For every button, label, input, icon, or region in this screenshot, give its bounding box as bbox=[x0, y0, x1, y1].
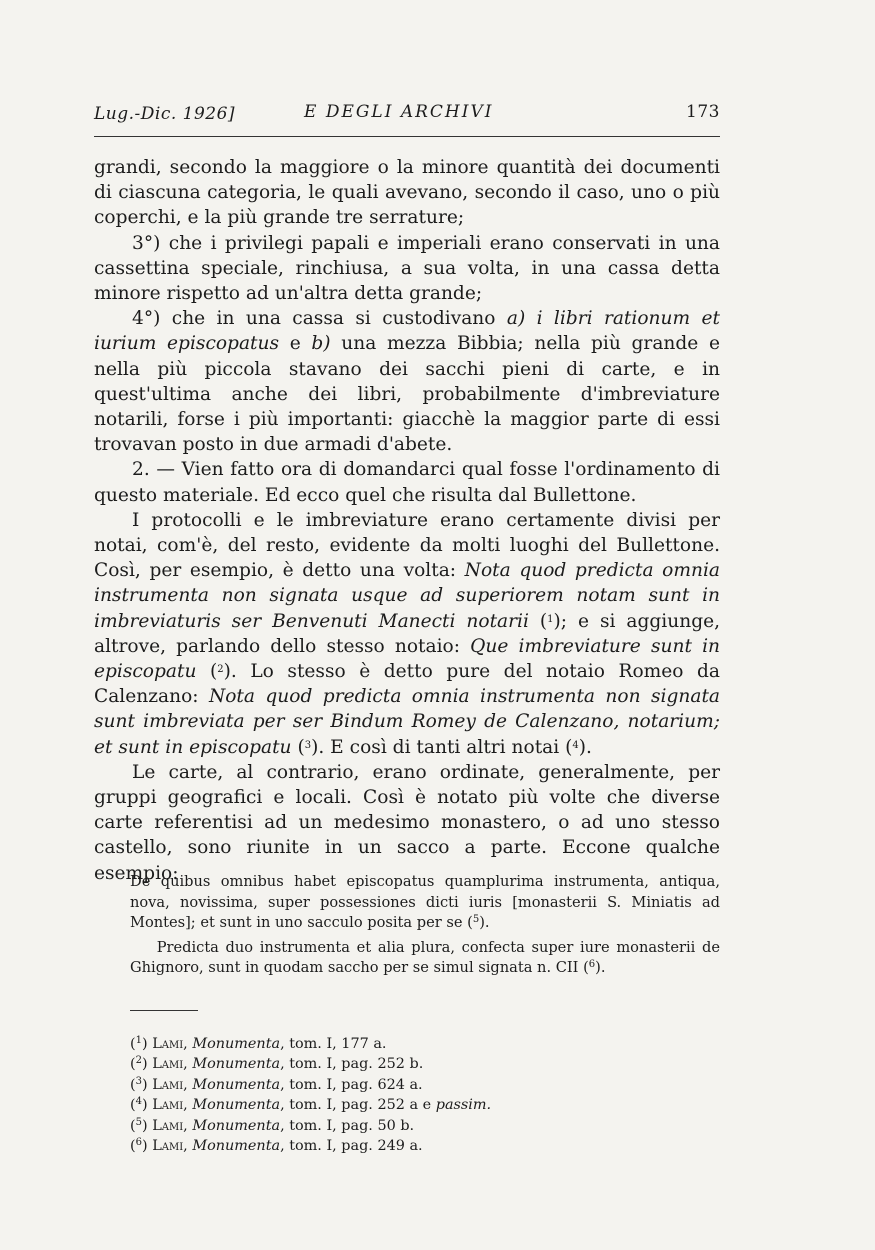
footnote-number: 5 bbox=[135, 1116, 142, 1128]
footnote-ref: , tom. I, pag. 249 a. bbox=[280, 1138, 423, 1155]
footnote-author: Lami bbox=[152, 1036, 184, 1052]
p3-text-c: una mezza Bibbia; nella più grande e nella più piccola stavano dei sacchi pieni di carte, e in quest'ultima anche dei libri, probabilmente d'imbreviature notarili, forse i più importanti: giacchè la maggior parte di essi trovavan posto in due armadi d'abete. bbox=[94, 333, 720, 456]
p3-text-a: 4°) che in una cassa si custodivano bbox=[132, 308, 507, 330]
paragraph-4: 2. — Vien fatto ora di domandarci qual fosse l'ordinamento di questo materiale. Ed ecco quel che risulta dal Bullettone. bbox=[94, 459, 720, 506]
footnote-ref-6[interactable]: 6 bbox=[588, 959, 596, 970]
footnote-author: Lami bbox=[152, 1097, 184, 1114]
footnote-number: 3 bbox=[135, 1075, 142, 1087]
quote-2: Predicta duo instrumenta et alia plura, confecta super iure monasterii de Ghignoro, sunt in quodam saccho per se simul signata n. CII ($^6$). bbox=[130, 938, 720, 976]
footnote-rule bbox=[130, 1010, 198, 1011]
page-number: 173 bbox=[686, 102, 720, 122]
footnote-work: Monumenta bbox=[192, 1117, 281, 1134]
footnote-author: Lami bbox=[152, 1076, 184, 1093]
p5-text-e: . bbox=[586, 736, 592, 758]
header-title: E DEGLI ARCHIVI bbox=[304, 102, 494, 122]
footnote-ref-4[interactable]: 4 bbox=[572, 739, 579, 751]
p3-text-b: e bbox=[279, 333, 312, 355]
footnote-author: Lami bbox=[152, 1056, 184, 1073]
footnote-work: Monumenta bbox=[192, 1036, 281, 1052]
footnote-author: Lami bbox=[152, 1117, 184, 1134]
running-header bbox=[94, 100, 720, 130]
block-quote bbox=[130, 872, 720, 979]
paragraph-2: 3°) che i privilegi papali e imperiali erano conservati in una cassettina speciale, rinchiusa, a sua volta, in una cassa detta minore rispetto ad un'altra detta grande; bbox=[94, 232, 720, 305]
quote-1-text: De quibus omnibus habet episcopatus quamplurima instrumenta, antiqua, nova, novissima, super possessiones dicti iuris [monasterii S. Miniatis ad Montes]; et sunt in uno sacculo posita per se bbox=[130, 873, 720, 931]
p3-italic-a: a) i libri rationum et iurium episcopatus bbox=[94, 308, 720, 355]
footnote-ref: , tom. I, pag. 252 a e bbox=[280, 1097, 436, 1114]
p5-text-b: ; e si aggiunge, altrove, parlando dello stesso notaio: bbox=[94, 610, 721, 657]
p5-quote-2: Que imbreviature sunt in episcopatu bbox=[94, 635, 720, 683]
p5-text-d: . E così di tanti altri notai bbox=[318, 736, 566, 758]
footnote-ref: , tom. I, pag. 624 a. bbox=[280, 1076, 423, 1093]
footnote: ($^1$) Lami, Monumenta, tom. I, 177 a. bbox=[130, 1035, 387, 1052]
p3-italic-b: b) bbox=[311, 333, 331, 355]
quote-2-text: Predicta duo instrumenta et alia plura, confecta super iure monasterii de Ghignoro, sunt in quodam saccho per se simul signata n. CII bbox=[130, 938, 720, 976]
footnote-ref-5[interactable]: 5 bbox=[472, 914, 480, 925]
footnote-extra: passim. bbox=[435, 1097, 492, 1114]
footnote-number: 1 bbox=[135, 1035, 142, 1046]
footnote: ($^5$) Lami, Monumenta, tom. I, pag. 50 b. bbox=[130, 1116, 415, 1134]
paragraph-1: grandi, secondo la maggiore o la minore quantità dei documenti di ciascuna categoria, le quali avevano, secondo il caso, uno o più coperchi, e la più grande tre serrature; bbox=[94, 157, 720, 229]
main-text bbox=[94, 155, 720, 886]
footnote: ($^2$) Lami, Monumenta, tom. I, pag. 252 b. bbox=[130, 1055, 424, 1073]
footnotes bbox=[130, 1034, 690, 1156]
footnote-ref: , tom. I, pag. 50 b. bbox=[280, 1117, 415, 1134]
p5-text-c: . Lo stesso è detto pure del notaio Romeo da Calenzano: bbox=[94, 661, 720, 708]
header-rule bbox=[94, 136, 720, 137]
footnote-work: Monumenta bbox=[192, 1056, 281, 1073]
quote-1: De quibus omnibus habet episcopatus quamplurima instrumenta, antiqua, nova, novissima, super possessiones dicti iuris [monasterii S. Miniatis ad Montes]; et sunt in uno sacculo posita per se ($^5$). bbox=[130, 873, 720, 931]
footnote-ref-2[interactable]: 2 bbox=[217, 664, 224, 676]
footnote-work: Monumenta bbox=[192, 1138, 281, 1155]
footnote: ($^6$) Lami, Monumenta, tom. I, pag. 249 a. bbox=[130, 1137, 423, 1155]
header-date: Lug.-Dic. 1926] bbox=[94, 104, 236, 124]
paragraph-5: I protocolli e le imbreviature erano certamente divisi per notai, com'è, del resto, evidente da molti luoghi del Bullettone. Così, per esempio, è detto una volta: Nota quod predicta omnia instrumenta non signata usque ad superiorem notam sunt in imbreviaturis ser Benvenuti Manecti notarii ($^1$); e si aggiunge, altrove, parlando dello stesso notaio: Que imbreviature sunt in episcopatu ($^2$). Lo stesso è detto pure del notaio Romeo da Calenzano: Nota quod predicta omnia instrumenta non signata sunt imbreviata per ser Bindum Romey de Calenzano, notarium; et sunt in episcopatu ($^3$). E così di tanti altri notai ($^4$). bbox=[94, 509, 721, 758]
footnote-ref: , tom. I, pag. 252 b. bbox=[280, 1056, 424, 1073]
footnote-work: Monumenta bbox=[192, 1076, 281, 1093]
footnote: ($^4$) Lami, Monumenta, tom. I, pag. 252 a e passim. bbox=[130, 1096, 492, 1114]
footnote-number: 6 bbox=[135, 1137, 142, 1149]
paragraph-6: Le carte, al contrario, erano ordinate, generalmente, per gruppi geografici e locali. Così è notato più volte che diverse carte referentisi ad un medesimo monastero, o ad uno stesso castello, sono riunite in un sacco a parte. Eccone qualche esempio: bbox=[94, 761, 720, 884]
footnote-work: Monumenta bbox=[192, 1097, 281, 1114]
footnote-ref-1[interactable]: 1 bbox=[547, 613, 554, 625]
footnote-ref-3[interactable]: 3 bbox=[304, 739, 312, 751]
footnote-ref: , tom. I, 177 a. bbox=[280, 1036, 387, 1052]
p5-text-a: I protocolli e le imbreviature erano certamente divisi per notai, com'è, del resto, evidente da molti luoghi del Bullettone. Così, per esempio, è detto una volta: bbox=[94, 509, 720, 582]
footnote-number: 2 bbox=[135, 1055, 142, 1067]
footnote-number: 4 bbox=[135, 1096, 142, 1108]
p5-quote-1: Nota quod predicta omnia instrumenta non signata usque ad superiorem notam sunt in imbreviaturis ser Benvenuti Manecti notarii bbox=[94, 560, 720, 632]
paragraph-3 bbox=[94, 306, 720, 457]
p5-quote-3: Nota quod predicta omnia instrumenta non signata sunt imbreviata per ser Bindum Romey de Calenzano, notarium; et sunt in episcopatu bbox=[94, 686, 720, 758]
footnote-author: Lami bbox=[152, 1138, 184, 1155]
footnote: ($^3$) Lami, Monumenta, tom. I, pag. 624 a. bbox=[130, 1075, 423, 1093]
